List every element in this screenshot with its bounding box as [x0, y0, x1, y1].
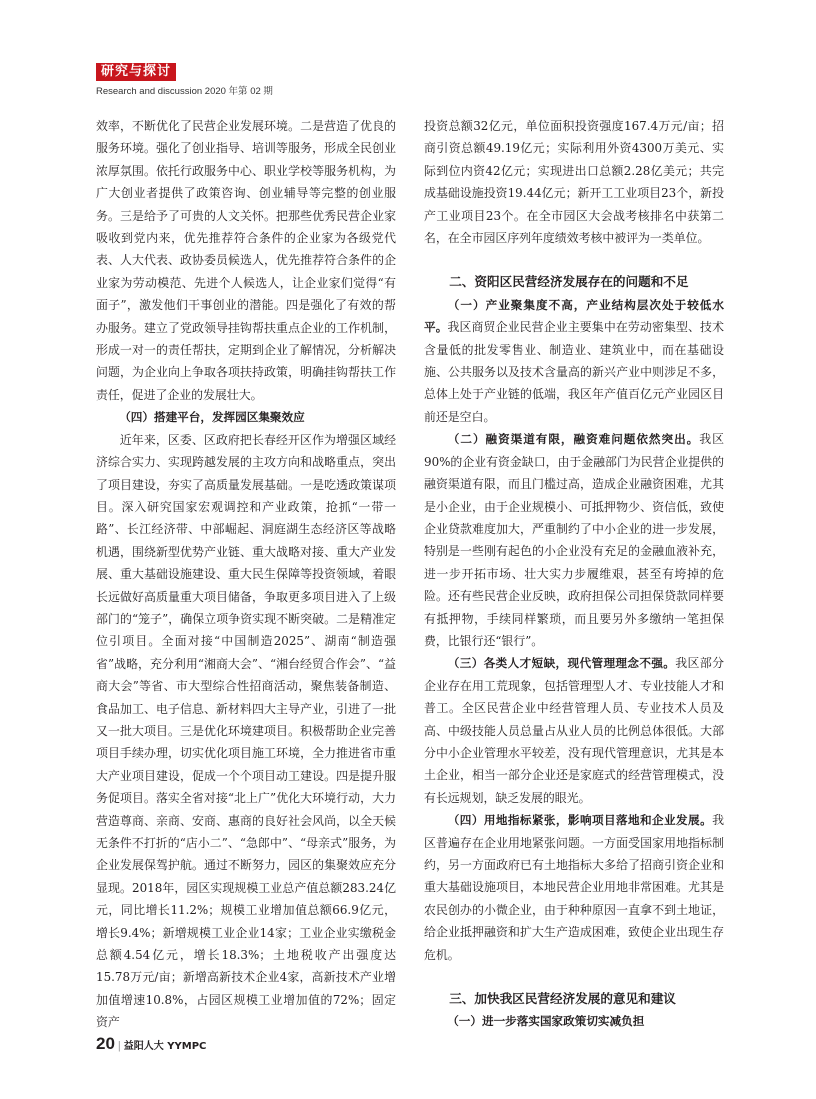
paragraph	[424, 652, 724, 809]
right-column	[424, 115, 724, 1033]
section-heading: 二、资阳区民营经济发展存在的问题和不足	[449, 274, 689, 290]
item-body: 我区90%的企业有资金缺口，由于金融部门为民营企业提供的融资渠道有限，而且门槛过高，造成企业融资困难，尤其是小企业，由于企业规模小、可抵押物少、资信低，致使企业贷款难度加大，严重制约了中小企业的进一步发展，特别是一些刚有起色的小企业没有充足的金融血液补充，进一步开拓市场、壮大实力步履维艰，甚至有垮掉的危险。还有些民营企业反映，政府担保公司担保贷款同样要有抵押物，手续同样繁琐，而且要另外多缴纳一笔担保费，比银行还“银行”。	[424, 432, 724, 648]
section-heading: 三、加快我区民营经济发展的意见和建议	[449, 991, 676, 1007]
subsection-heading: （一）进一步落实国家政策切实减负担	[447, 1014, 645, 1029]
subsection-heading: （四）搭建平台，发挥园区集聚效应	[119, 410, 305, 425]
left-column	[96, 115, 396, 1034]
item-body: 我区商贸企业民营企业主要集中在劳动密集型、技术含量低的批发零售业、制造业、建筑业中，而在基础设施、公共服务以及技术含量高的新兴产业中则涉足不多，总体上处于产业链的低端，我区年产值百亿元产业园区目前还是空白。	[424, 320, 724, 424]
magazine-name: 益阳人大 YYMPC	[123, 1041, 207, 1052]
spacer	[424, 249, 724, 271]
item-body: 我区普遍存在企业用地紧张问题。一方面受国家用地指标制约，另一方面政府已有土地指标大多给了招商引资企业和重大基础设施项目，本地民营企业用地非常困难。尤其是农民创办的小微企业，由于种种原因一直拿不到土地证，给企业抵押融资和扩大生产造成困难，致使企业出现生存危机。	[424, 813, 724, 962]
paragraph	[424, 294, 724, 428]
footer-separator: |	[117, 1040, 121, 1052]
item-heading: （一）产业聚集度不高，产业结构层次处于较低水平。	[424, 297, 724, 335]
paragraph: 效率，不断优化了民营企业发展环境。二是营造了优良的服务环境。强化了创业指导、培训等服务，形成全民创业浓厚氛围。依托行政服务中心、职业学校等服务机构，为广大创业者提供了政策咨询、创业辅导等完整的创业服务。三是给予了可贵的人文关怀。把那些优秀民营企业家吸收到党内来，优先推荐符合条件的企业家为各级党代表、人大代表、政协委员候选人，优先推荐符合条件的企业家为劳动模范、先进个人候选人，让企业家们觉得“有面子”，激发他们干事创业的潜能。四是强化了有效的帮办服务。建立了党政领导挂钩帮扶重点企业的工作机制，形成一对一的责任帮扶，定期到企业了解情况，分析解决问题，为企业向上争取各项扶持政策，明确挂钩帮扶工作责任，促进了企业的发展壮大。	[96, 119, 396, 402]
paragraph	[424, 809, 724, 966]
issue-subline: Research and discussion 2020 年第 02 期	[96, 86, 273, 97]
item-heading: （三）各类人才短缺，现代管理理念不强。	[447, 656, 676, 671]
item-heading: （四）用地指标紧张，影响项目落地和企业发展。	[447, 813, 713, 828]
section-tag: 研究与探讨	[96, 63, 176, 81]
paragraph: 近年来，区委、区政府把长春经开区作为增强区域经济综合实力、实现跨越发展的主攻方向和战略重点，突出了项目建设，夯实了高质量发展基础。一是吃透政策谋项目。深入研究国家宏观调控和产业政策，抢抓“一带一路”、长江经济带、中部崛起、洞庭湖生态经济区等战略机遇，围绕新型优势产业链、重大战略对接、重大产业发展、重大基础设施建设、重大民生保障等投资领域，着眼长远做好高质量重大项目储备，争取更多项目进入了上级部门的“笼子”，确保立项争资实现不断突破。二是精准定位引项目。全面对接“中国制造2025”、湖南“制造强省”战略，充分利用“湘商大会”、“湘台经贸合作会”、“益商大会”等省、市大型综合性招商活动，聚焦装备制造、食品加工、电子信息、新材料四大主导产业，引进了一批又一批大项目。三是优化环境建项目。积极帮助企业完善项目手续办理，切实优化项目施工环境，全力推进省市重大产业项目建设，促成一个个项目动工建设。四是提升服务促项目。落实全省对接“北上广”优化大环境行动，大力营造尊商、亲商、安商、惠商的良好社会风尚，以全天候无条件不打折的“店小二”、“急郎中”、“母亲式”服务，为企业发展保驾护航。通过不断努力，园区的集聚效应充分显现。2018年，园区实现规模工业总产值总额283.24亿元，同比增长11.2%；规模工业增加值总额66.9亿元，增长9.4%；新增规模工业企业14家；工业企业实缴税金总额4.54亿元，增长18.3%；土地税收产出强度达15.78万元/亩；新增高新技术企业4家，高新技术产业增加值增速10.8%，占园区规模工业增加值的72%；固定资产	[96, 432, 396, 1030]
page-header	[96, 60, 273, 97]
item-body: 我区部分企业存在用工荒现象，包括管理型人才、专业技能人才和普工。全区民营企业中经营管理人员、专业技术人员及高、中级技能人员总量占从业人员的比例总体很低。大部分中小企业管理水平较差，没有现代管理意识，尤其是本土企业，相当一部分企业还是家庭式的经营管理模式，没有长远规划，缺乏发展的眼光。	[424, 656, 724, 805]
spacer	[424, 966, 724, 988]
page-number: 20	[96, 1034, 115, 1053]
page-footer	[96, 1034, 206, 1054]
paragraph: 投资总额32亿元，单位面积投资强度167.4万元/亩；招商引资总额49.19亿元；实际利用外资4300万美元、实际到位内资42亿元；实现进出口总额2.28亿美元；共完成基础设施投资19.44亿元；新开工工业项目23个，新投产工业项目23个。在全市园区大会战考核排名中获第二名，在全市园区序列年度绩效考核中被评为一类单位。	[424, 119, 724, 246]
paragraph	[424, 428, 724, 652]
item-heading: （二）融资渠道有限，融资难问题依然突出。	[447, 432, 700, 447]
